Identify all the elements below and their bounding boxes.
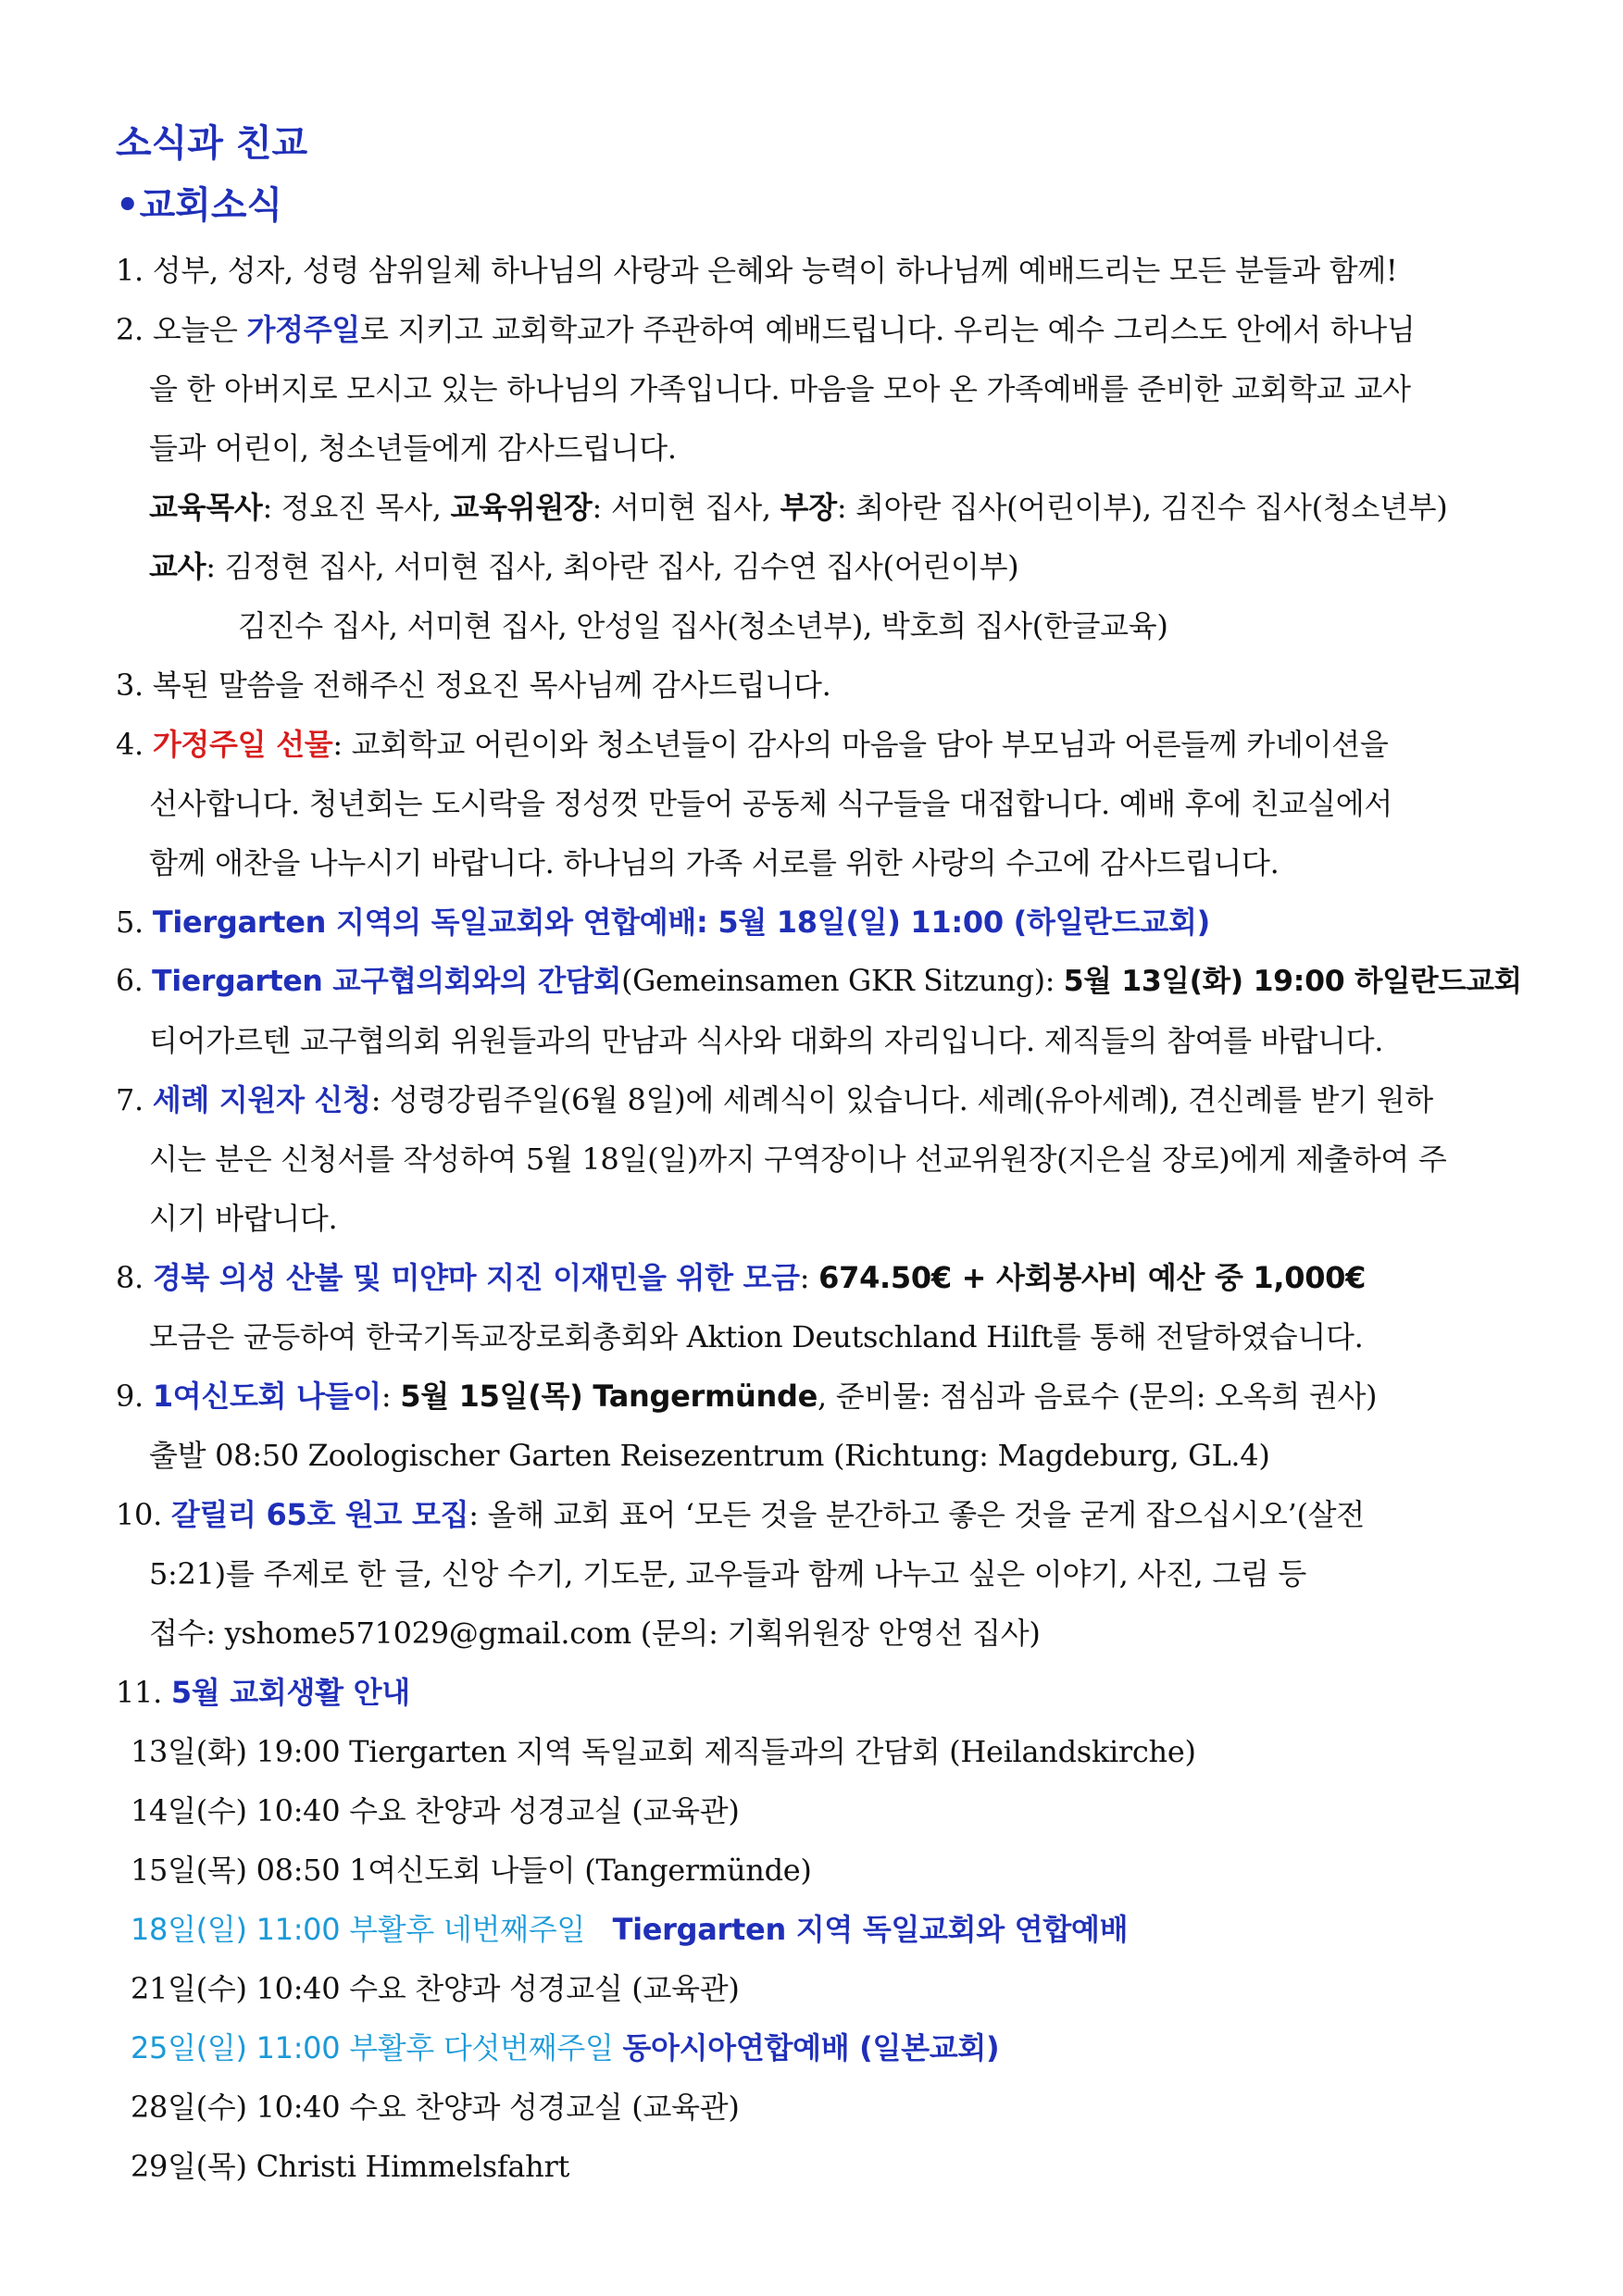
news-item-9: 9. 1여신도회 나들이: 5월 15일(목) Tangermünde, 준비물: 점심과 음료수 (문의: 오옥희 권사) (116, 1379, 1378, 1414)
news-item-11: 11. 5월 교회생활 안내 (116, 1675, 410, 1710)
news-item-6-line-2: 티어가르텐 교구협의회 위원들과의 만남과 식사와 대화의 자리입니다. 제직들의 참여를 바랍니다. (149, 1023, 1384, 1058)
news-item-5: 5. Tiergarten 지역의 독일교회와 연합예배: 5월 18일(일) 11:00 (하일란드교회) (116, 905, 1210, 940)
teachers-line-2: 김진수 집사, 서미현 집사, 안성일 집사(청소년부), 박호희 집사(한글교육) (238, 608, 1168, 643)
news-item-8-line-2: 모금은 균등하여 한국기독교장로회총회와 Aktion Deutschland Hilft를 통해 전달하였습니다. (149, 1319, 1364, 1354)
news-item-7-line-3: 시기 바랍니다. (149, 1201, 338, 1236)
highlight-manuscript: 갈릴리 65호 원고 모집 (170, 1497, 469, 1532)
news-item-6: 6. Tiergarten 교구협의회와의 간담회(Gemeinsamen GKR Sitzung): 5월 13일(화) 19:00 하일란드교회 (116, 965, 1522, 998)
news-item-10-line-2: 5:21)를 주제로 한 글, 신앙 수기, 기도문, 교우들과 함께 나누고 싶은 이야기, 사진, 그림 등 (149, 1556, 1306, 1591)
news-item-3: 3. 복된 말씀을 전해주신 정요진 목사님께 감사드립니다. (116, 668, 831, 703)
news-item-10: 10. 갈릴리 65호 원고 모집: 올해 교회 표어 ‘모든 것을 분간하고 좋은 것을 굳게 잡으십시오’(살전 (116, 1497, 1365, 1532)
page-title: 소식과 친교 (116, 122, 308, 165)
highlight-may-schedule: 5월 교회생활 안내 (170, 1675, 410, 1710)
news-section (116, 111, 1523, 2196)
schedule-item: 13일(화) 19:00 Tiergarten 지역 독일교회 제직들과의 간담회 (Heilandskirche) (131, 1734, 1196, 1769)
schedule-item: 15일(목) 08:50 1여신도회 나들이 (Tangermünde) (131, 1853, 812, 1888)
schedule-item: 21일(수) 10:40 수요 찬양과 성경교실 (교육관) (131, 1971, 740, 2006)
schedule-item: 14일(수) 10:40 수요 찬양과 성경교실 (교육관) (131, 1793, 740, 1828)
news-item-4: 4. 가정주일 선물: 교회학교 어린이와 청소년들이 감사의 마음을 담아 부모님과 어른들께 카네이션을 (116, 727, 1389, 762)
highlight-council-meeting: Tiergarten 교구협의회와의 간담회 (152, 965, 622, 998)
teachers-line-1: 교사: 김정현 집사, 서미현 집사, 최아란 집사, 김수연 집사(어린이부) (149, 549, 1019, 584)
news-item-2: 2. 오늘은 가정주일로 지키고 교회학교가 주관하여 예배드립니다. 우리는 예수 그리스도 안에서 하나님 (116, 312, 1416, 347)
news-item-10-line-3: 접수: yshome571029@gmail.com (문의: 기획위원장 안영선 집사) (149, 1616, 1041, 1651)
highlight-outing: 1여신도회 나들이 (152, 1379, 381, 1414)
news-item-4-line-3: 함께 애찬을 나누시기 바랍니다. 하나님의 가족 서로를 위한 사랑의 수고에 감사드립니다. (149, 845, 1280, 880)
highlight-donation: 경북 의성 산불 및 미얀마 지진 이재민을 위한 모금 (152, 1260, 800, 1295)
highlight-baptism: 세례 지원자 신청 (152, 1082, 371, 1117)
news-item-7-line-2: 시는 분은 신청서를 작성하여 5월 18일(일)까지 구역장이나 선교위원장(지은실 장로)에게 제출하여 주 (149, 1142, 1447, 1177)
news-item-1: 1. 성부, 성자, 성령 삼위일체 하나님의 사랑과 은혜와 능력이 하나님께 예배드리는 모든 분들과 함께! (116, 253, 1398, 288)
news-item-8: 8. 경북 의성 산불 및 미얀마 지진 이재민을 위한 모금: 674.50€ + 사회봉사비 예산 중 1,000€ (116, 1260, 1367, 1295)
highlight-family-gift: 가정주일 선물 (152, 727, 333, 762)
news-item-4-line-2: 선사합니다. 청년회는 도시락을 정성껏 만들어 공동체 식구들을 대접합니다. 예배 후에 친교실에서 (149, 786, 1392, 821)
news-item-2-line-3: 들과 어린이, 청소년들에게 감사드립니다. (149, 430, 677, 466)
news-item-2-line-2: 을 한 아버지로 모시고 있는 하나님의 가족입니다. 마음을 모아 온 가족예배를 준비한 교회학교 교사 (149, 371, 1411, 406)
news-item-9-line-2: 출발 08:50 Zoologischer Garten Reisezentrum (Richtung: Magdeburg, GL.4) (149, 1438, 1270, 1473)
schedule-item: 25일(일) 11:00 부활후 다섯번째주일 동아시아연합예배 (일본교회) (131, 2030, 1000, 2065)
schedule-item: 29일(목) Christi Himmelsfahrt (131, 2149, 570, 2184)
highlight-family-sunday: 가정주일 (246, 312, 360, 347)
highlight-joint-service: Tiergarten 지역의 독일교회와 연합예배 (152, 905, 697, 940)
schedule-item: 28일(수) 10:40 수요 찬양과 성경교실 (교육관) (131, 2090, 740, 2125)
schedule-item: 18일(일) 11:00 부활후 네번째주일 Tiergarten 지역 독일교회와 연합예배 (131, 1912, 1129, 1947)
news-item-7: 7. 세례 지원자 신청: 성령강림주일(6월 8일)에 세례식이 있습니다. 세례(유아세례), 견신례를 받기 원하 (116, 1082, 1433, 1117)
section-title: •교회소식 (116, 184, 283, 227)
staff-line: 교육목사: 정요진 목사, 교육위원장: 서미현 집사, 부장: 최아란 집사(어린이부), 김진수 집사(청소년부) (149, 490, 1448, 525)
schedule-list (116, 1722, 1523, 2196)
